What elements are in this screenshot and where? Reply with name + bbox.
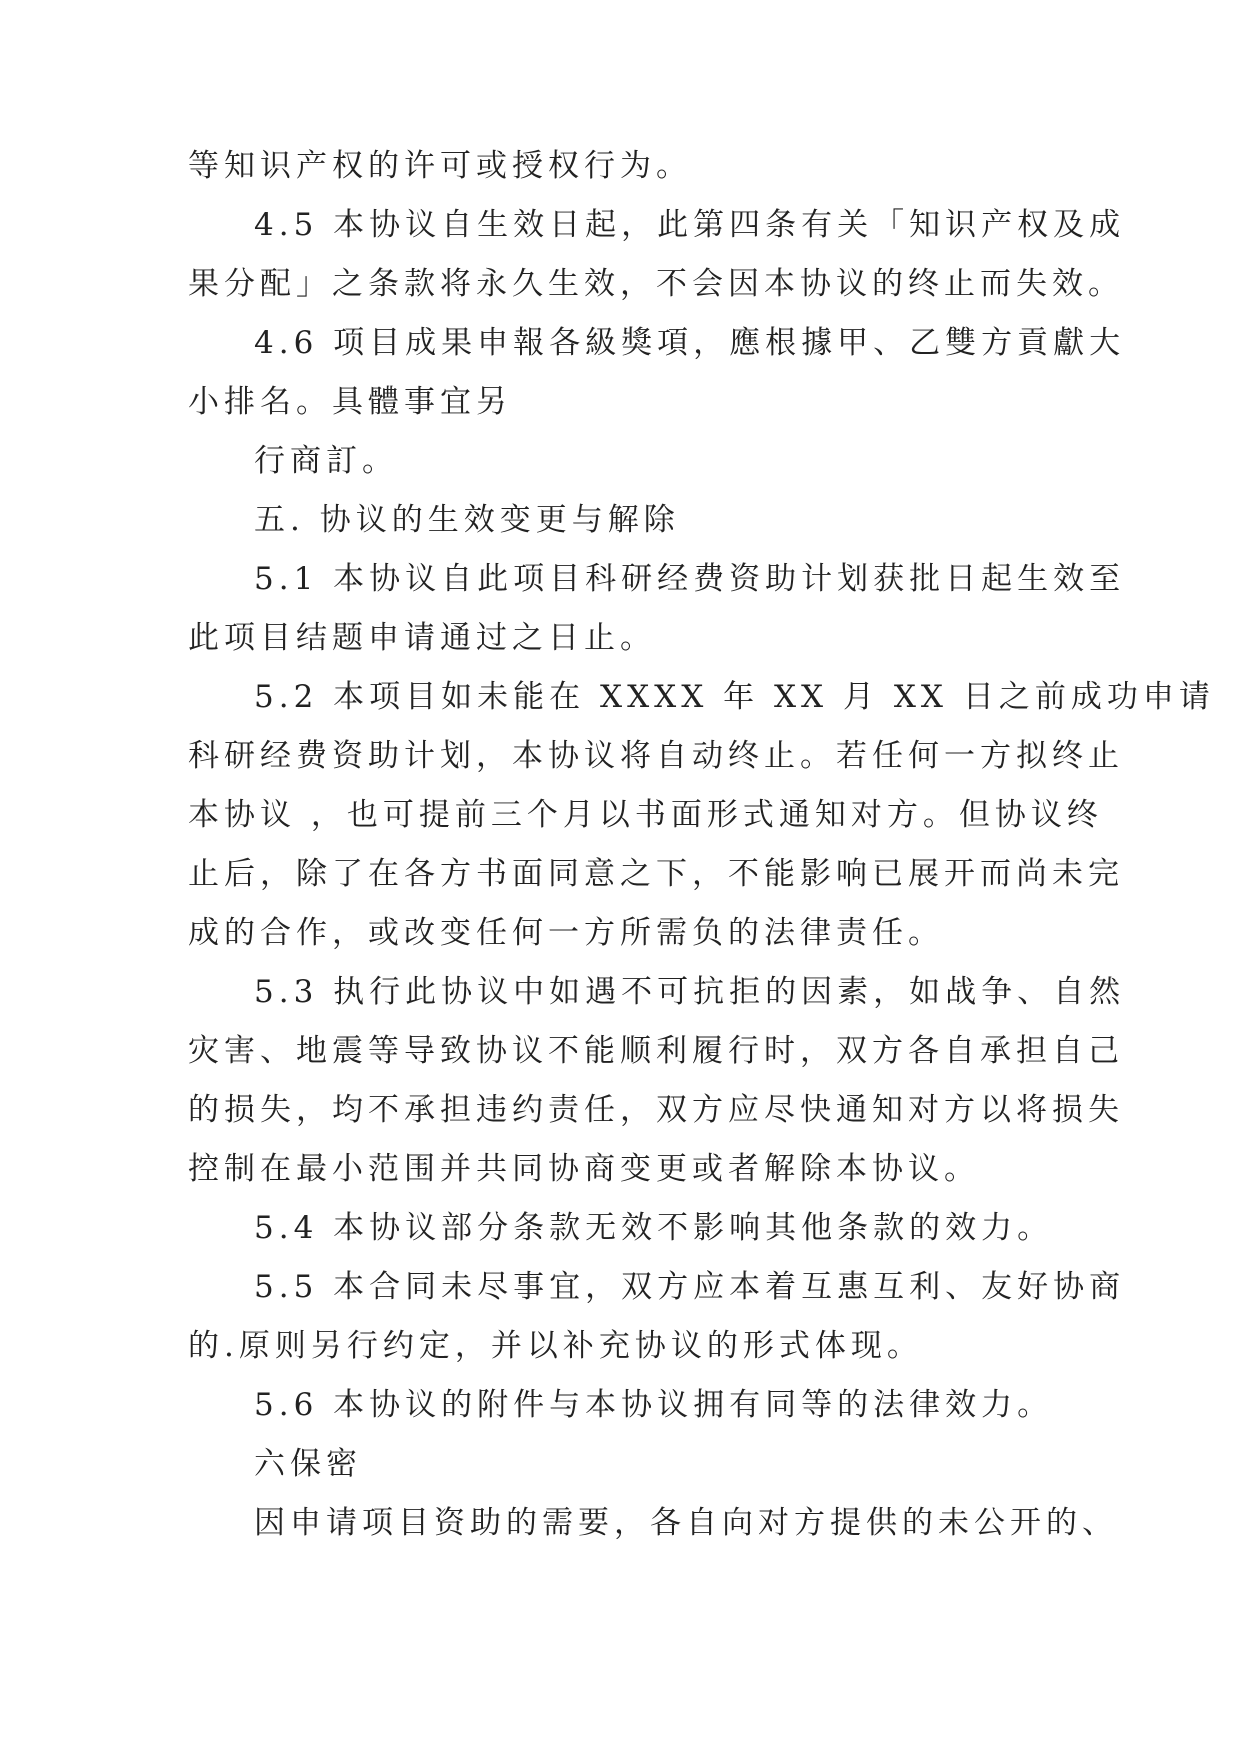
clause-5-2-line-4: 止后，除了在各方书面同意之下，不能影响已展开而尚未完 xyxy=(188,856,1124,892)
clause-5-3-line-2: 灾害、地震等导致协议不能顺利履行时，双方各自承担自己 xyxy=(188,1033,1124,1069)
clause-5-2-line-1: 5.2 本项目如未能在 XXXX 年 XX 月 XX 日之前成功申请 xyxy=(254,679,1215,715)
clause-5-5-line-2: 的.原则另行约定，并以补充协议的形式体现。 xyxy=(188,1328,923,1364)
text-line-continuation: 等知识产权的许可或授权行为。 xyxy=(188,148,692,184)
clause-5-1-line-2: 此项目结题申请通过之日止。 xyxy=(188,620,656,656)
clause-5-3-line-3: 的损失，均不承担违约责任，双方应尽快通知对方以将损失 xyxy=(188,1092,1124,1128)
clause-5-2-line-2: 科研经费资助计划，本协议将自动终止。若任何一方拟终止 xyxy=(188,738,1124,774)
clause-5-6-line-1: 5.6 本协议的附件与本协议拥有同等的法律效力。 xyxy=(254,1387,1054,1423)
clause-5-5-line-1: 5.5 本合同未尽事宜，双方应本着互惠互利、友好协商 xyxy=(254,1269,1126,1305)
clause-5-3-line-4: 控制在最小范围并共同协商变更或者解除本协议。 xyxy=(188,1151,980,1187)
clause-4-5-line-2: 果分配」之条款将永久生效，不会因本协议的终止而失效。 xyxy=(188,266,1124,302)
section-6-heading: 六保密 xyxy=(254,1446,362,1482)
clause-4-5-line-1: 4.5 本协议自生效日起，此第四条有关「知识产权及成 xyxy=(254,207,1126,243)
clause-5-3-line-1: 5.3 执行此协议中如遇不可抗拒的因素，如战争、自然 xyxy=(254,974,1126,1010)
clause-5-2-line-3: 本协议 ，也可提前三个月以书面形式通知对方。但协议终 xyxy=(188,797,1103,833)
clause-5-2-line-5: 成的合作，或改变任何一方所需负的法律责任。 xyxy=(188,915,944,951)
clause-5-4-line-1: 5.4 本协议部分条款无效不影响其他条款的效力。 xyxy=(254,1210,1054,1246)
clause-4-6-line-2: 小排名。具體事宜另 xyxy=(188,384,512,420)
clause-4-6-line-1: 4.6 项目成果申報各級獎項，應根據甲、乙雙方貢獻大 xyxy=(254,325,1126,361)
section-5-heading: 五. 协议的生效变更与解除 xyxy=(254,502,680,538)
section-6-line-1: 因申请项目资助的需要，各自向对方提供的未公开的、 xyxy=(254,1505,1118,1541)
clause-5-1-line-1: 5.1 本协议自此项目科研经费资助计划获批日起生效至 xyxy=(254,561,1126,597)
clause-4-6-line-3: 行商訂。 xyxy=(254,443,398,479)
